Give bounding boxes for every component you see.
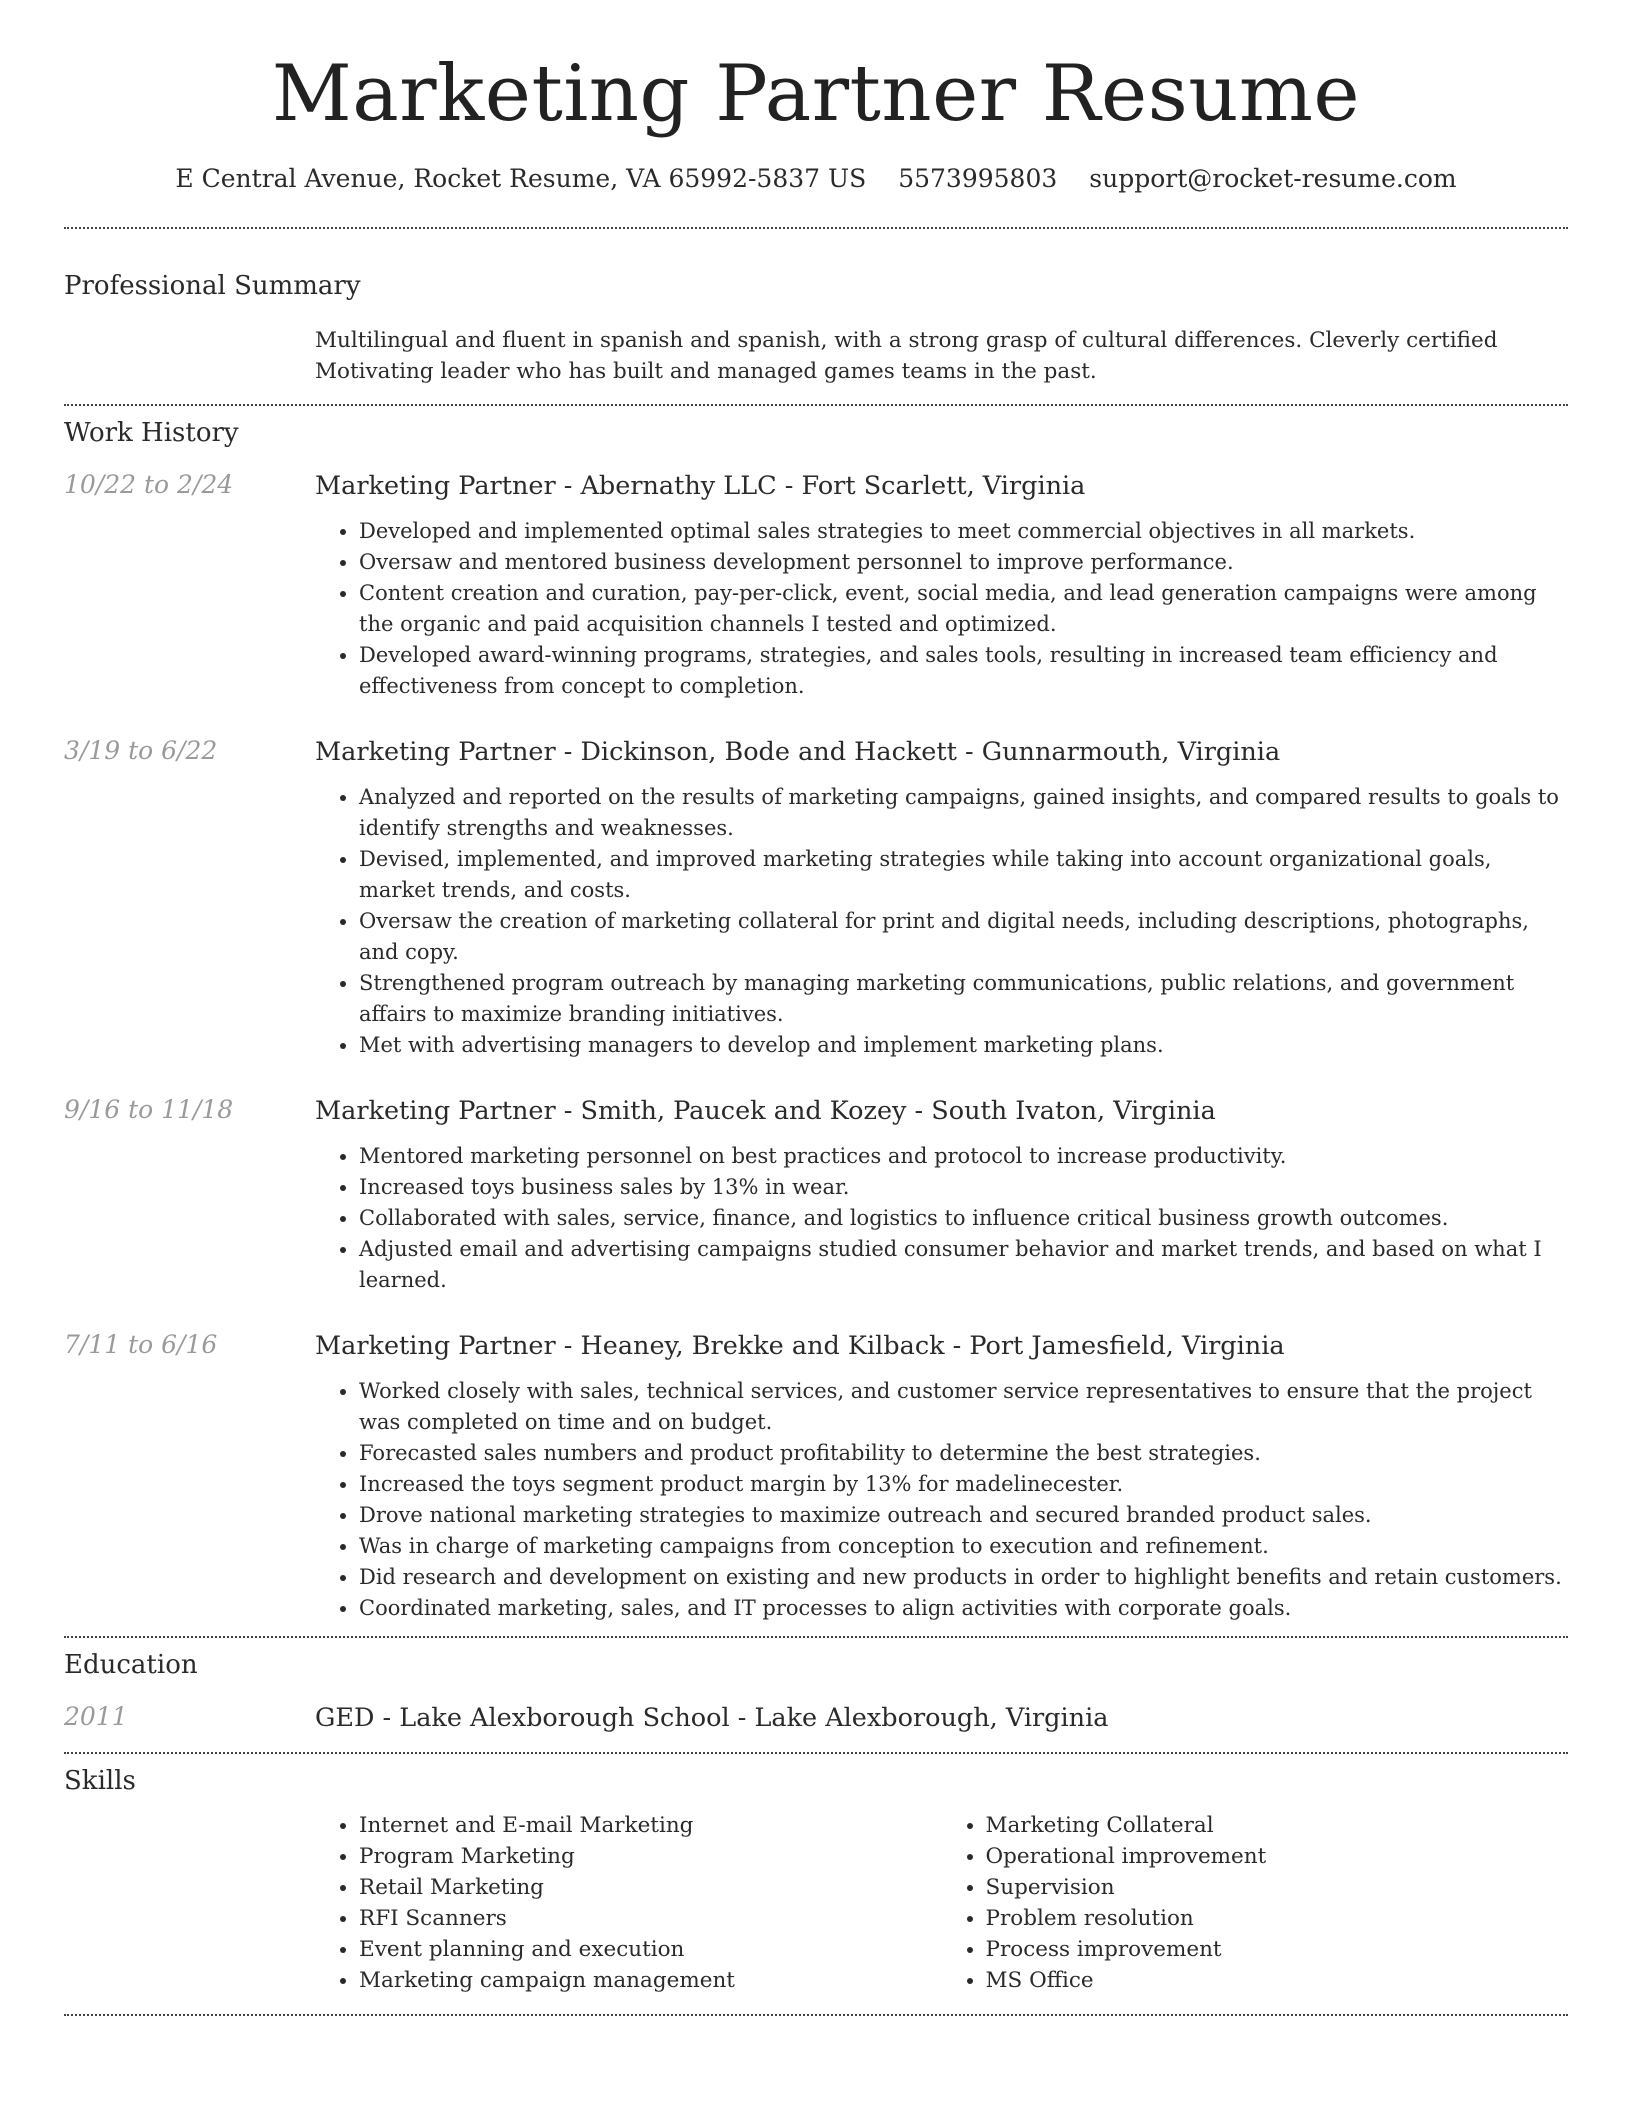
job-bullet: • Content creation and curation, pay-per-click, event, social media, and lead generation campaigns were among the organic and paid acquisition channels I tested and optimized. [359,578,1568,640]
job-title: Marketing Partner - Dickinson, Bode and Hackett - Gunnarmouth, Virginia [315,736,1281,767]
job-dates: 10/22 to 2/24 [64,469,234,499]
job-bullet: • Forecasted sales numbers and product profitability to determine the best strategies. [359,1438,1568,1469]
job-dates: 9/16 to 11/18 [64,1094,234,1124]
divider [64,1752,1568,1754]
job-bullet: • Increased the toys segment product margin by 13% for madelinecester. [359,1469,1568,1500]
education-year: 2011 [64,1701,128,1731]
job-bullets [315,782,1568,1061]
job-bullet: • Did research and development on existing and new products in order to highlight benefits and retain customers. [359,1562,1568,1593]
skill-item: • MS Office [986,1965,1569,1996]
skill-item: • Process improvement [986,1934,1569,1965]
resume-header [64,0,1568,193]
skill-item: • Event planning and execution [359,1934,942,1965]
divider [64,2014,1568,2016]
skills-column-right [942,1810,1569,1996]
divider [64,1636,1568,1638]
job-entry [64,736,1568,1061]
job-title: Marketing Partner - Smith, Paucek and Kozey - South Ivaton, Virginia [315,1095,1216,1126]
skills-list [942,1810,1569,1996]
education-degree: GED - Lake Alexborough School - Lake Alexborough, Virginia [315,1702,1109,1733]
work-history-heading: Work History [64,417,239,448]
job-bullets [315,516,1568,702]
job-entry [64,470,1568,702]
phone-number: 5573995803 [898,163,1058,193]
summary-section [64,271,1568,387]
job-details [315,1330,1568,1624]
job-bullet: • Developed award-winning programs, strategies, and sales tools, resulting in increased team efficiency and effectiveness from concept to completion. [359,640,1568,702]
job-bullet: • Increased toys business sales by 13% in wear. [359,1172,1568,1203]
job-bullets [315,1141,1568,1296]
skills-heading: Skills [64,1765,136,1796]
skills-list [315,1810,942,1996]
job-bullet: • Devised, implemented, and improved marketing strategies while taking into account organizational goals, market trends, and costs. [359,844,1568,906]
job-bullet: • Adjusted email and advertising campaigns studied consumer behavior and market trends, and based on what I learned. [359,1234,1568,1296]
job-bullet: • Strengthened program outreach by managing marketing communications, public relations, and government affairs to maximize branding initiatives. [359,968,1568,1030]
job-details [315,470,1568,702]
skills-row [64,1810,1568,1996]
skills-section [64,1766,1568,1996]
skill-item: • Problem resolution [986,1903,1569,1934]
job-bullet: • Developed and implemented optimal sales strategies to meet commercial objectives in all markets. [359,516,1568,547]
summary-text: Multilingual and fluent in spanish and spanish, with a strong grasp of cultural differences. Cleverly certified Motivating leader who has built and managed games teams in the past. [315,327,1498,384]
skills-grid [315,1810,1568,1996]
job-title: Marketing Partner - Abernathy LLC - Fort Scarlett, Virginia [315,470,1086,501]
job-details [315,1095,1568,1296]
work-history-section [64,418,1568,1624]
job-entry [64,1330,1568,1624]
address: E Central Avenue, Rocket Resume, VA 65992-5837 US [175,163,867,193]
divider [64,227,1568,229]
job-bullet: • Analyzed and reported on the results of marketing campaigns, gained insights, and compared results to goals to identify strengths and weaknesses. [359,782,1568,844]
job-bullet: • Met with advertising managers to develop and implement marketing plans. [359,1030,1568,1061]
job-bullet: • Drove national marketing strategies to maximize outreach and secured branded product sales. [359,1500,1568,1531]
job-title: Marketing Partner - Heaney, Brekke and Kilback - Port Jamesfield, Virginia [315,1330,1285,1361]
education-details [315,1702,1568,1734]
job-bullet: • Worked closely with sales, technical services, and customer service representatives to ensure that the project was completed on time and on budget. [359,1376,1568,1438]
job-dates: 3/19 to 6/22 [64,735,218,765]
skill-item: • Supervision [986,1872,1569,1903]
resume-title: Marketing Partner Resume [271,49,1361,139]
job-bullet: • Oversaw and mentored business development personnel to improve performance. [359,547,1568,578]
job-bullet: • Oversaw the creation of marketing collateral for print and digital needs, including descriptions, photographs, and copy. [359,906,1568,968]
job-dates: 7/11 to 6/16 [64,1329,218,1359]
skill-item: • RFI Scanners [359,1903,942,1934]
summary-row [64,325,1568,387]
education-entry [64,1702,1568,1734]
job-bullet: • Coordinated marketing, sales, and IT processes to align activities with corporate goals. [359,1593,1568,1624]
summary-heading: Professional Summary [64,270,361,301]
job-bullet: • Collaborated with sales, service, finance, and logistics to influence critical business growth outcomes. [359,1203,1568,1234]
job-bullet: • Mentored marketing personnel on best practices and protocol to increase productivity. [359,1141,1568,1172]
education-section [64,1650,1568,1734]
job-entry [64,1095,1568,1296]
job-bullets [315,1376,1568,1624]
email-address: support@rocket-resume.com [1089,163,1457,193]
job-details [315,736,1568,1061]
skill-item: • Marketing campaign management [359,1965,942,1996]
job-bullet: • Was in charge of marketing campaigns from conception to execution and refinement. [359,1531,1568,1562]
skill-item: • Internet and E-mail Marketing [359,1810,942,1841]
contact-info [64,164,1568,193]
skill-item: • Retail Marketing [359,1872,942,1903]
skill-item: • Program Marketing [359,1841,942,1872]
skills-column-left [315,1810,942,1996]
summary-body [315,325,1568,387]
skill-item: • Marketing Collateral [986,1810,1569,1841]
skill-item: • Operational improvement [986,1841,1569,1872]
divider [64,404,1568,406]
education-heading: Education [64,1649,198,1680]
